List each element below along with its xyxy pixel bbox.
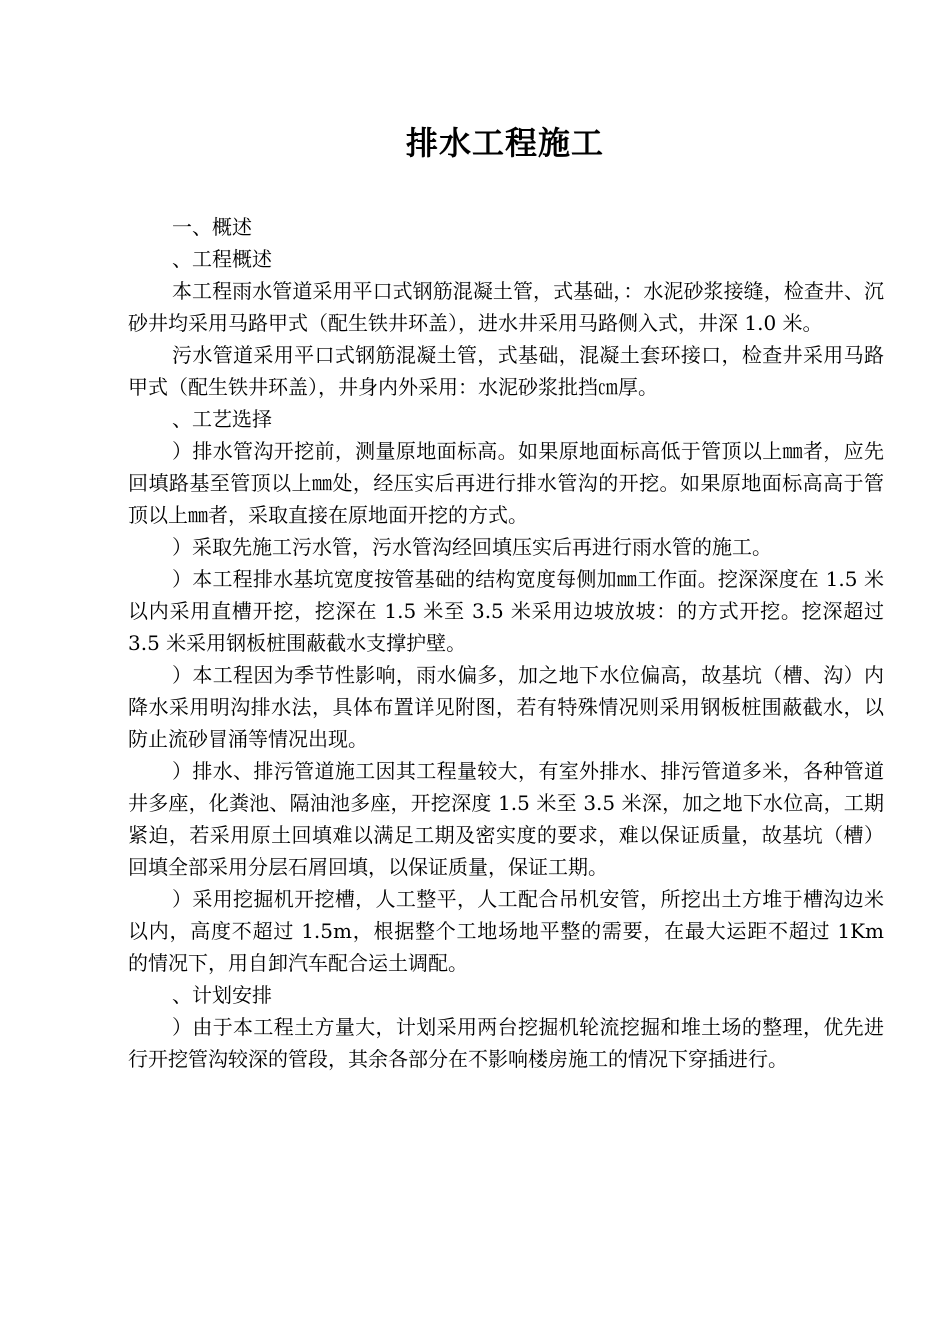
section-heading-overview: 一、概述 [172, 215, 252, 239]
document-title: 排水工程施工 [405, 124, 604, 162]
paragraph-rainwater-pipe: 本工程雨水管道采用平口式钢筋混凝土管，式基础，：水泥砂浆接缝，检查井、沉砂井均采用马路甲式（配生铁井环盖），进水井采用马路侧入式，井深 1.0 米。 [128, 279, 884, 335]
paragraph-excavator: ）采用挖掘机开挖槽，人工整平，人工配合吊机安管，所挖出土方堆于槽沟边米以内，高度不超过 1.5m，根据整个工地场地平整的需要，在最大运距不超过 1Km 的情况下，用自卸汽车配合运土调配。 [128, 887, 884, 975]
paragraph-construction-order: ）采取先施工污水管，污水管沟经回填压实后再进行雨水管的施工。 [172, 535, 772, 559]
document-body [128, 211, 884, 1075]
paragraph-pit-width: ）本工程排水基坑宽度按管基础的结构宽度每侧加㎜工作面。挖深深度在 1.5 米以内采用直槽开挖，挖深在 1.5 米至 3.5 米采用边坡放坡：的方式开挖。挖深超过 3.5 米采用钢板桩围蔽截水支撑护壁。 [128, 567, 884, 655]
section-heading-project-overview: 、工程概述 [172, 247, 272, 271]
paragraph-backfill: ）排水、排污管道施工因其工程量较大，有室外排水、排污管道多米，各种管道井多座，化粪池、隔油池多座，开挖深度 1.5 米至 3.5 米深，加之地下水位高，工期紧迫，若采用原土回填难以满足工期及密实度的要求，难以保证质量，故基坑（槽）回填全部采用分层石屑回填，以保证质量，保证工期。 [128, 759, 884, 879]
paragraph-dewatering: ）本工程因为季节性影响，雨水偏多，加之地下水位偏高，故基坑（槽、沟）内降水采用明沟排水法，具体布置详见附图，若有特殊情况则采用钢板桩围蔽截水，以防止流砂冒涌等情况出现。 [128, 663, 884, 751]
paragraph-trench-excavation: ）排水管沟开挖前，测量原地面标高。如果原地面标高低于管顶以上㎜者，应先回填路基至管顶以上㎜处，经压实后再进行排水管沟的开挖。如果原地面标高高于管顶以上㎜者，采取直接在原地面开挖的方式。 [128, 439, 884, 527]
paragraph-schedule-plan: ）由于本工程土方量大，计划采用两台挖掘机轮流挖掘和堆土场的整理，优先进行开挖管沟较深的管段，其余各部分在不影响楼房施工的情况下穿插进行。 [128, 1015, 884, 1071]
paragraph-sewage-pipe: 污水管道采用平口式钢筋混凝土管，式基础，混凝土套环接口，检查井采用马路甲式（配生铁井环盖），井身内外采用：水泥砂浆批挡㎝厚。 [128, 343, 884, 399]
section-heading-schedule: 、计划安排 [172, 983, 272, 1007]
section-heading-process-selection: 、工艺选择 [172, 407, 272, 431]
